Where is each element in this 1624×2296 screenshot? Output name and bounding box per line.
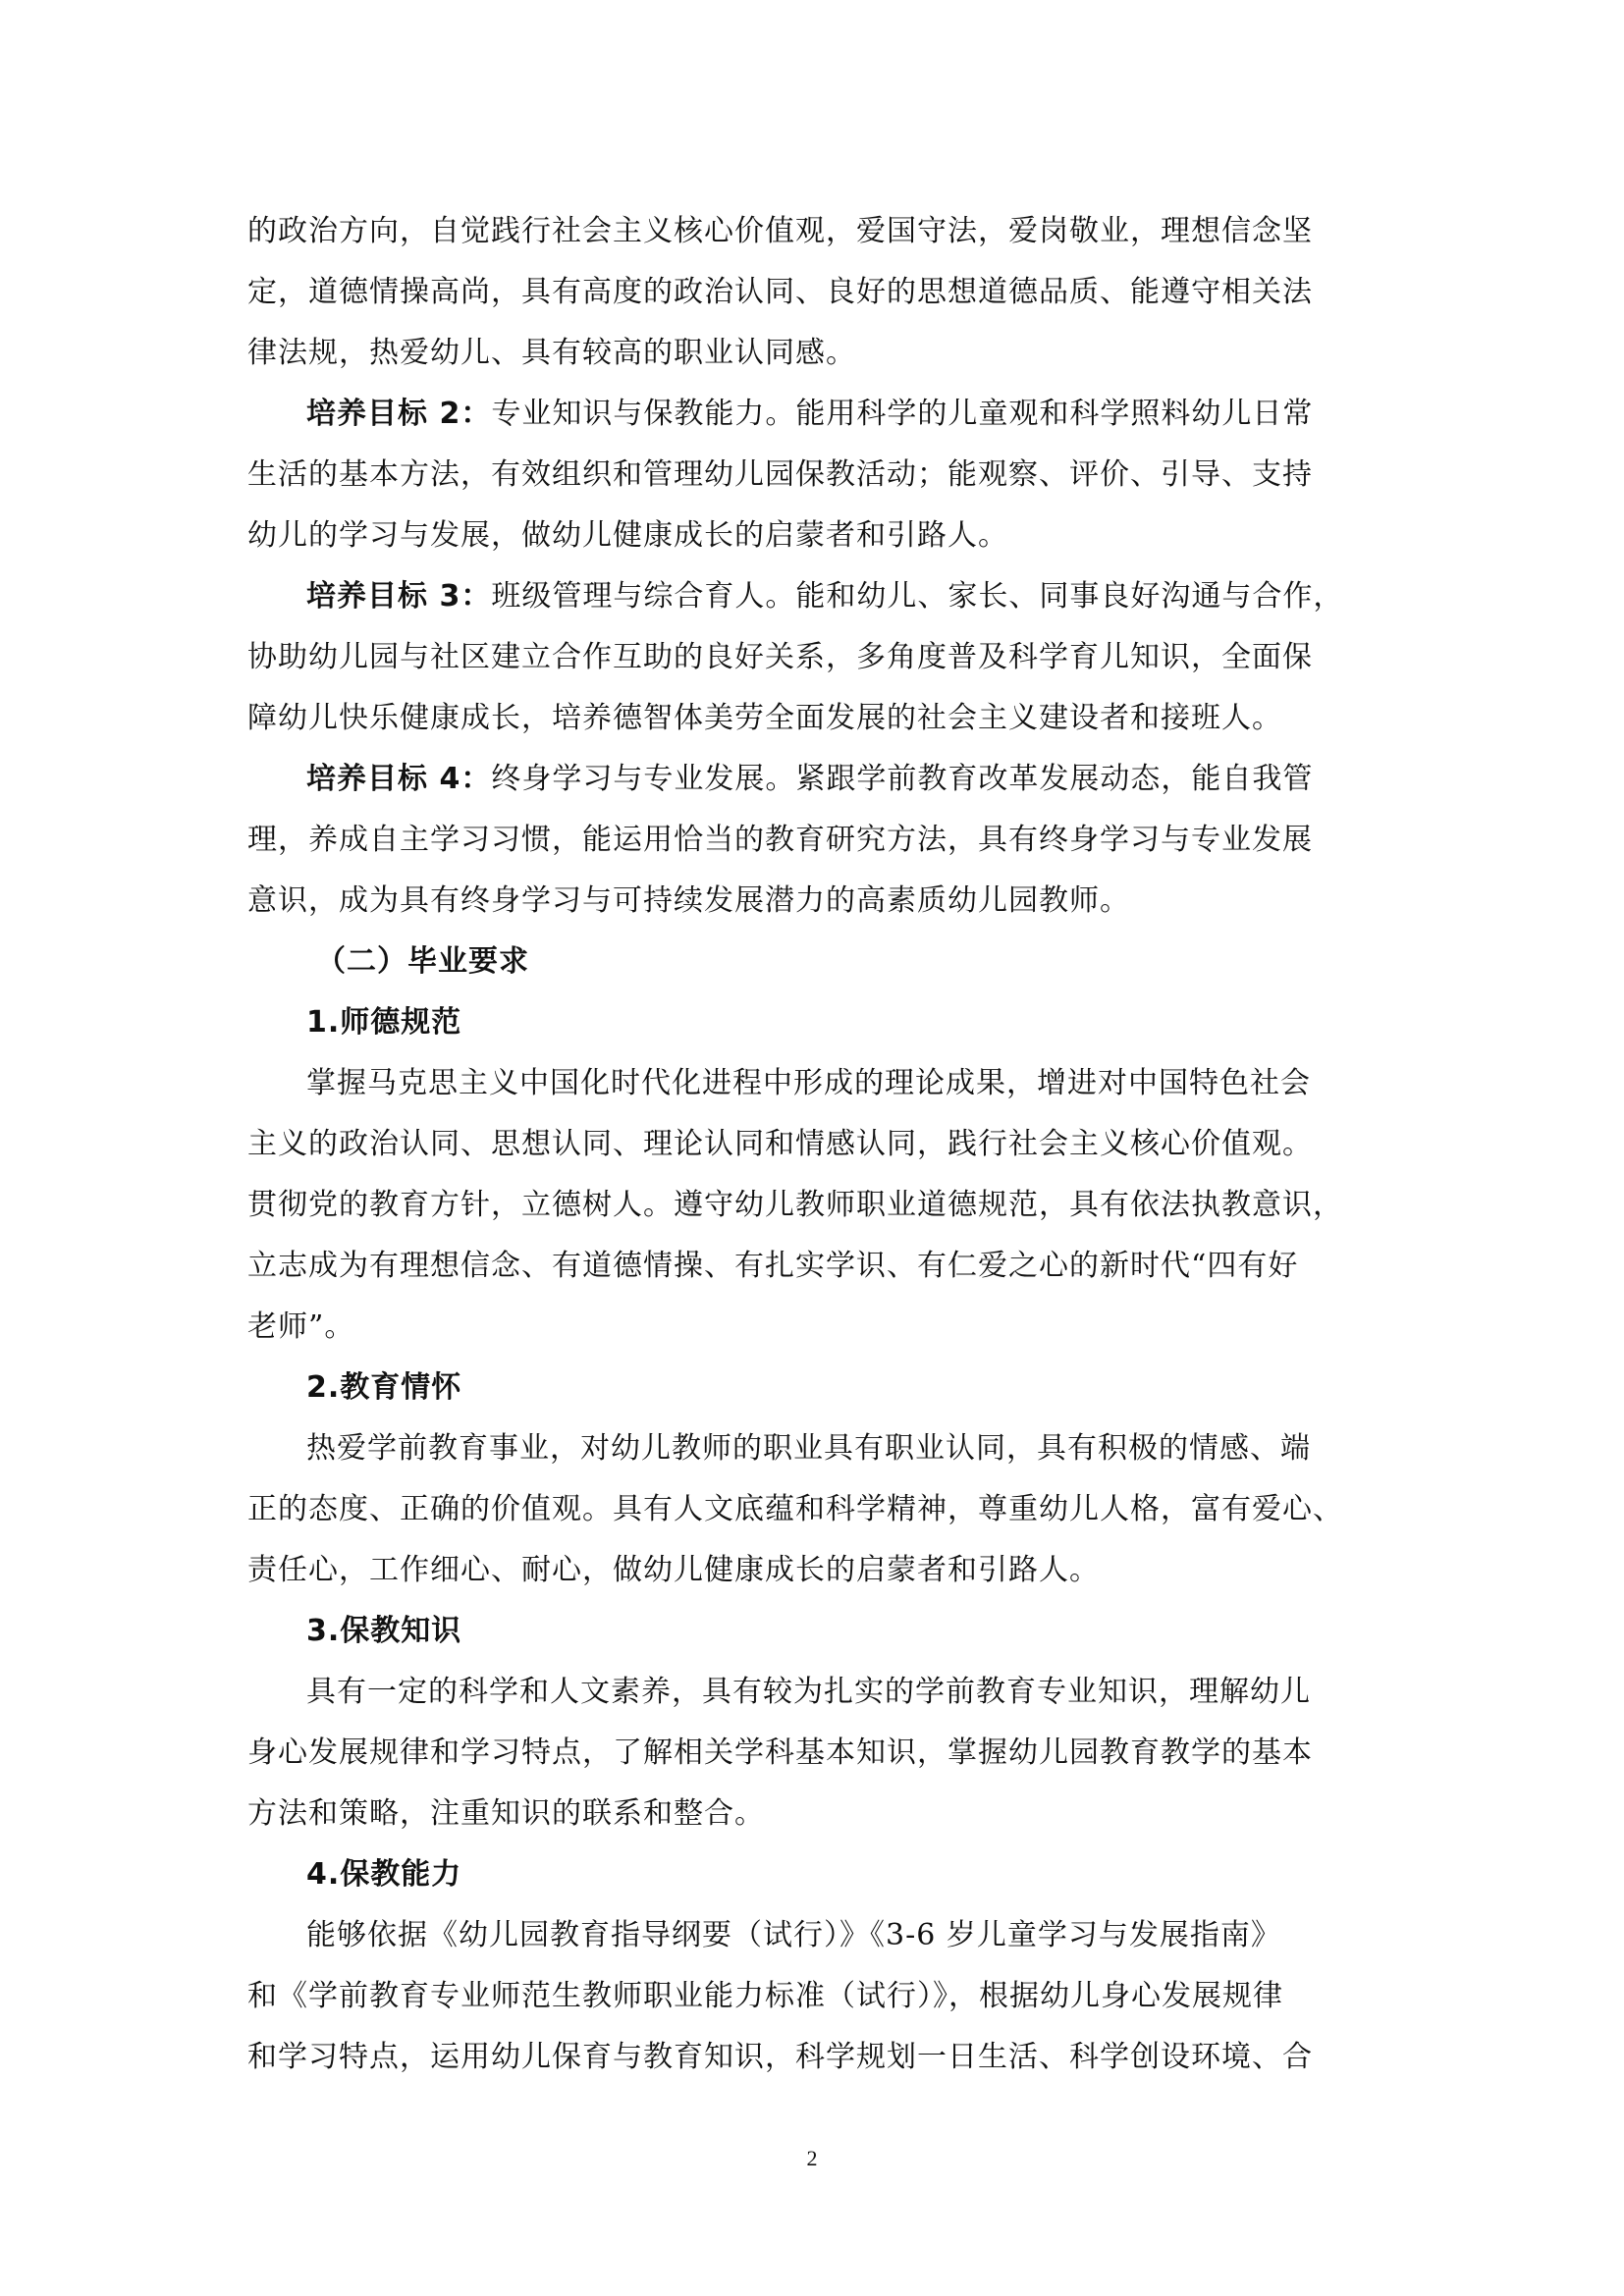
text-line: 定，道德情操高尚，具有高度的政治认同、良好的思想道德品质、能遵守相关法 [247,275,1313,309]
text-line: 方法和策略，注重知识的联系和整合。 [247,1796,765,1831]
text-line: 协助幼儿园与社区建立合作互助的良好关系，多角度普及科学育儿知识，全面保 [247,640,1313,674]
text-line: 能够依据《幼儿园教育指导纲要（试行）》《3-6 岁儿童学习与发展指南》 [306,1918,1281,1952]
text-line: 身心发展规律和学习特点，了解相关学科基本知识，掌握幼儿园教育教学的基本 [247,1735,1313,1770]
req-4-title: 4.保教能力 [306,1857,462,1892]
text-line: 生活的基本方法，有效组织和管理幼儿园保教活动；能观察、评价、引导、支持 [247,457,1313,492]
text-line: 幼儿的学习与发展，做幼儿健康成长的启蒙者和引路人。 [247,518,1008,553]
text-line: 意识，成为具有终身学习与可持续发展潜力的高素质幼儿园教师。 [247,883,1130,918]
text-span: 专业知识与保教能力。能用科学的儿童观和科学照料幼儿日常 [491,397,1314,431]
goal-4-label: 培养目标 4： [306,762,492,796]
text-line: 障幼儿快乐健康成长，培养德智体美劳全面发展的社会主义建设者和接班人。 [247,701,1282,735]
text-line: 老师”。 [247,1309,355,1344]
text-line: 和学习特点，运用幼儿保育与教育知识，科学规划一日生活、科学创设环境、合 [247,2040,1313,2074]
section-title: （二）毕业要求 [316,944,529,979]
goal-3-label: 培养目标 3： [306,579,492,614]
text-line: 具有一定的科学和人文素养，具有较为扎实的学前教育专业知识，理解幼儿 [306,1675,1311,1709]
text-span: 班级管理与综合育人。能和幼儿、家长、同事良好沟通与合作， [491,579,1344,614]
text-line: 理，养成自主学习习惯，能运用恰当的教育研究方法，具有终身学习与专业发展 [247,823,1313,857]
text-line: 贯彻党的教育方针，立德树人。遵守幼儿教师职业道德规范，具有依法执教意识， [247,1188,1343,1222]
text-line: 责任心，工作细心、耐心，做幼儿健康成长的启蒙者和引路人。 [247,1553,1100,1587]
text-line: 立志成为有理想信念、有道德情操、有扎实学识、有仁爱之心的新时代“四有好 [247,1249,1299,1283]
text-line: 的政治方向，自觉践行社会主义核心价值观，爱国守法，爱岗敬业，理想信念坚 [247,214,1313,248]
text-line: 律法规，热爱幼儿、具有较高的职业认同感。 [247,336,856,370]
text-line: 正的态度、正确的价值观。具有人文底蕴和科学精神，尊重幼儿人格，富有爱心、 [247,1492,1343,1526]
req-2-title: 2.教育情怀 [306,1370,462,1405]
req-3-title: 3.保教知识 [306,1614,462,1648]
text-line: 主义的政治认同、思想认同、理论认同和情感认同，践行社会主义核心价值观。 [247,1127,1313,1161]
text-line: 掌握马克思主义中国化时代化进程中形成的理论成果，增进对中国特色社会 [306,1066,1311,1100]
goal-3-first-line [306,566,1343,627]
goal-4-first-line [306,749,1313,810]
text-span: 终身学习与专业发展。紧跟学前教育改革发展动态，能自我管 [491,762,1314,796]
page-number: 2 [806,2146,818,2170]
text-line: 热爱学前教育事业，对幼儿教师的职业具有职业认同，具有积极的情感、端 [306,1431,1311,1466]
goal-2-first-line [306,384,1313,445]
goal-2-label: 培养目标 2： [306,397,492,431]
text-line: 和《学前教育专业师范生教师职业能力标准（试行）》，根据幼儿身心发展规律 [247,1979,1283,2013]
req-1-title: 1.师德规范 [306,1005,462,1040]
